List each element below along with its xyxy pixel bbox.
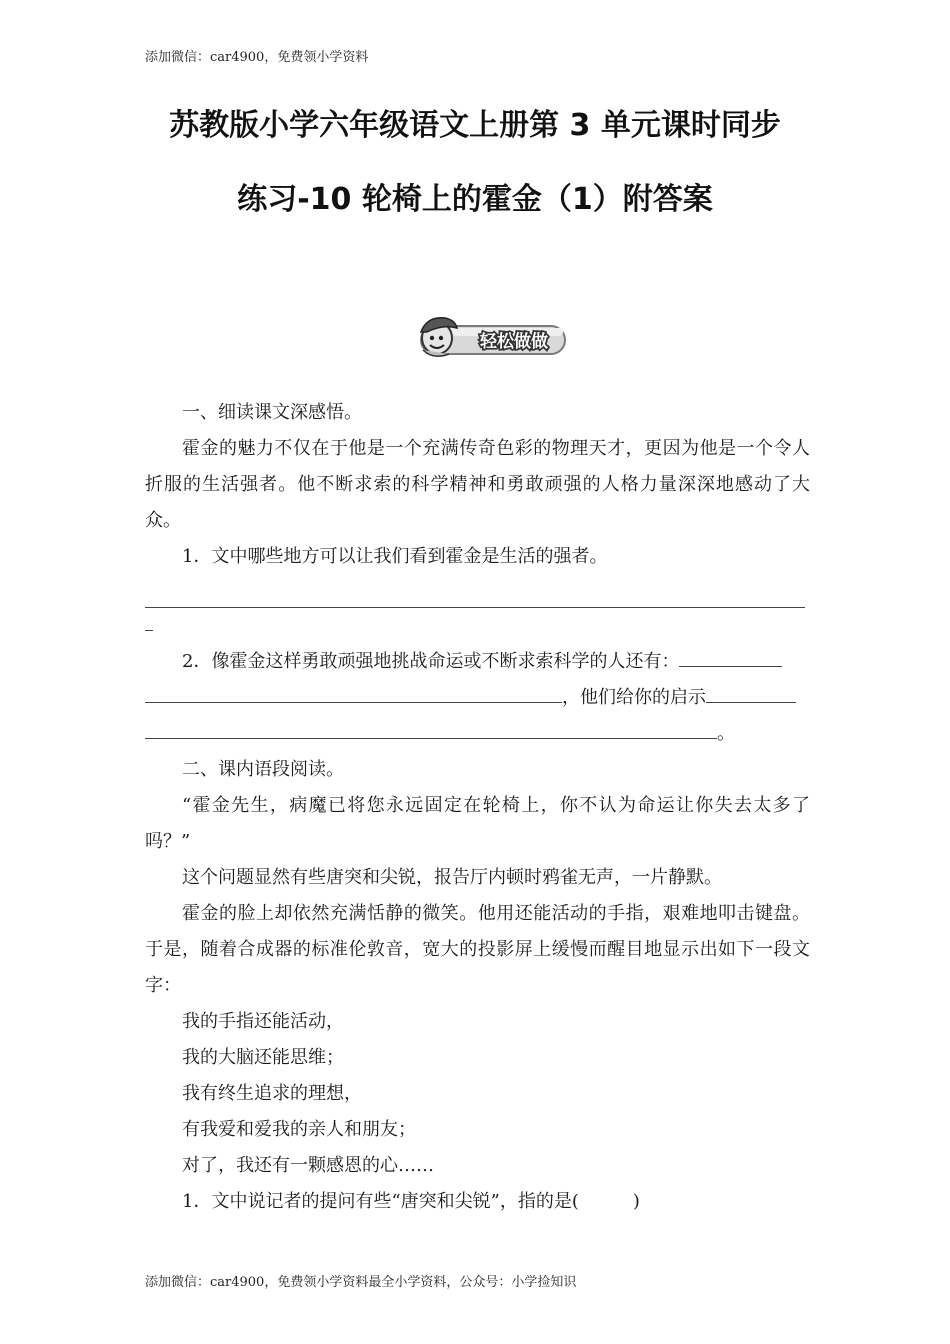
poem-line: 我的手指还能活动， — [182, 1011, 344, 1032]
period: 。 — [717, 723, 735, 744]
page-title-line-1: 苏教版小学六年级语文上册第 3 单元课时同步 — [169, 108, 781, 143]
section2-question-1: 1．文中说记者的提问有些“唐突和尖锐”，指的是( ) — [182, 1191, 640, 1212]
header-note: 添加微信：car4900，免费领小学资料 — [145, 50, 369, 65]
poem-line: 有我爱和爱我的亲人和朋友； — [182, 1119, 416, 1140]
question-2-text: 2．像霍金这样勇敢顽强地挑战命运或不断求索科学的人还有： — [182, 651, 680, 672]
question-2-continued — [145, 680, 810, 716]
section2-para-3: 霍金的脸上却依然充满恬静的微笑。他用还能活动的手指，艰难地叩击键盘。于是，随着合成器的标准伦敦音，宽大的投影屏上缓慢而醒目地显示出如下一段文字： — [145, 903, 810, 996]
section2-para-1: “霍金先生，病魔已将您永远固定在轮椅上，你不认为命运让你失去太多了吗？” — [145, 795, 810, 852]
answer-blank[interactable] — [145, 684, 562, 703]
section1-intro: 霍金的魅力不仅在于他是一个充满传奇色彩的物理天才，更因为他是一个令人折服的生活强者。他不断求索的科学精神和勇敢顽强的人格力量深深地感动了大众。 — [145, 438, 810, 531]
poem-line: 对了，我还有一颗感恩的心…… — [182, 1155, 434, 1176]
question-2-end — [145, 716, 810, 752]
question-2-text-2: ，他们给你的启示 — [562, 687, 706, 708]
badge-label: 轻松做做 — [480, 332, 548, 352]
section1-question-1: 1．文中哪些地方可以让我们看到霍金是生活的强者。 — [182, 546, 608, 567]
footer-note: 添加微信：car4900，免费领小学资料最全小学资料，公众号：小学捡知识 — [145, 1275, 577, 1290]
page-title-line-2: 练习-10 轮椅上的霍金（1）附答案 — [237, 182, 713, 217]
section2-para-2: 这个问题显然有些唐突和尖锐，报告厅内顿时鸦雀无声，一片静默。 — [182, 867, 722, 888]
section2-heading: 二、课内语段阅读。 — [182, 759, 344, 780]
answer-line-tail — [145, 608, 810, 644]
section1-heading: 一、细读课文深感悟。 — [182, 402, 362, 423]
worksheet-content — [145, 395, 810, 1220]
answer-line[interactable] — [145, 587, 805, 608]
easy-practice-badge — [413, 312, 569, 362]
poem-line: 我的大脑还能思维； — [182, 1047, 344, 1068]
section1-question-2 — [145, 644, 810, 680]
answer-blank[interactable] — [679, 648, 782, 667]
answer-blank[interactable] — [145, 720, 717, 739]
answer-blank[interactable] — [706, 684, 796, 703]
poem-line: 我有终生追求的理想， — [182, 1083, 362, 1104]
